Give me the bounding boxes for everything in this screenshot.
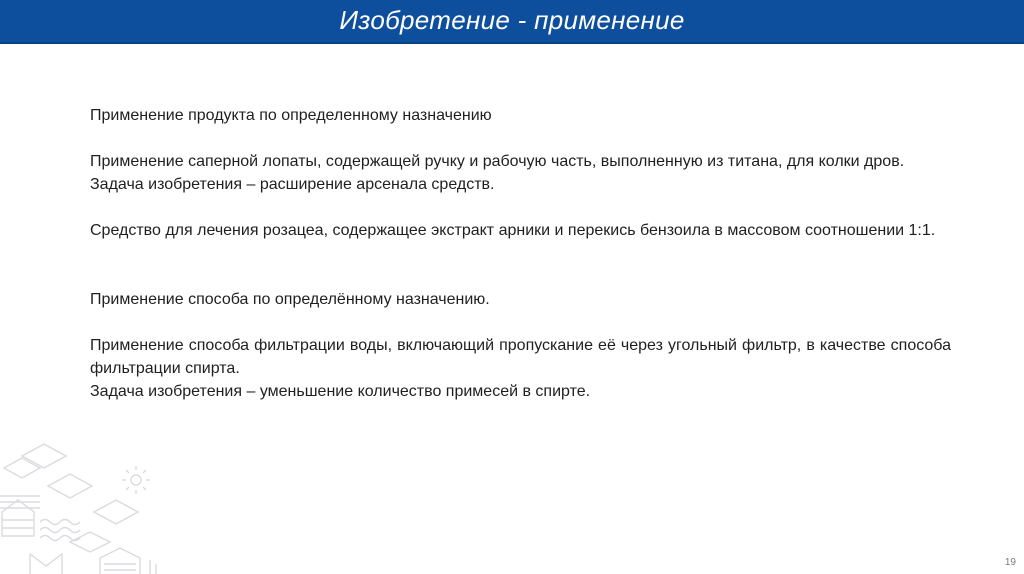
decor-diamond-1 (22, 444, 66, 468)
header-bar (0, 0, 1024, 44)
decor-diamond-2 (4, 458, 40, 478)
paragraph-1: Применение продукта по определенному назначению (90, 107, 492, 124)
decor-sun-icon (122, 466, 150, 494)
decor-diamond-3 (48, 474, 92, 498)
slide-title: Изобретение - применение (339, 5, 685, 35)
page-number: 19 (1004, 557, 1016, 568)
paragraph-5: Применение способа по определённому назначению. (90, 291, 490, 308)
decor-house (2, 500, 34, 536)
paragraph-4: Средство для лечения розацеа, содержащее экстракт арники и перекись бензоила в массовом соотношении 1:1. (90, 222, 936, 239)
decor-zigzag (30, 554, 62, 574)
decor-diamond-5 (70, 532, 110, 552)
paragraph-3: Задача изобретения – расширение арсенала средств. (90, 176, 495, 193)
slide-content (90, 104, 951, 403)
decor-waves (40, 520, 80, 541)
paragraph-6: Применение способа фильтрации воды, включающий пропускание её через угольный фильтр, в качестве способа фильтрации спирта. (90, 337, 951, 377)
decorative-pattern (0, 440, 170, 574)
paragraph-2: Применение саперной лопаты, содержащей ручку и рабочую часть, выполненную из титана, для колки дров. (90, 153, 905, 170)
paragraph-7: Задача изобретения – уменьшение количество примесей в спирте. (90, 383, 591, 400)
decor-diamond-4 (94, 500, 138, 524)
